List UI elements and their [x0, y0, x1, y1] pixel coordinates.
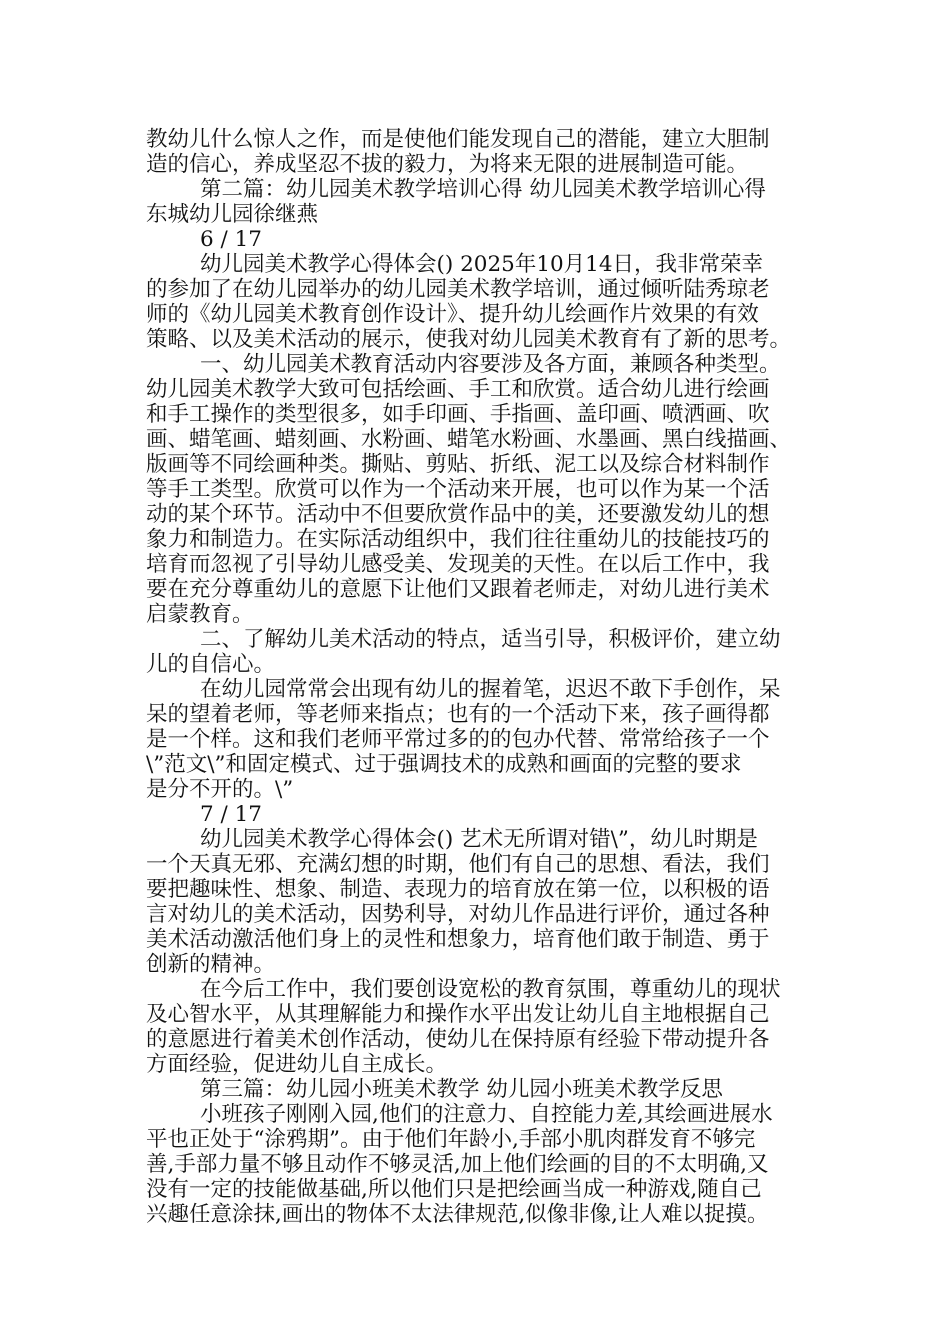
text-line: 造的信心，养成坚忍不拔的毅力，为将来无限的进展制造可能。	[146, 152, 749, 177]
text-line: 幼儿园美术教学心得体会() 2025年10月14日，我非常荣幸	[200, 252, 764, 277]
text-line: 言对幼儿的美术活动，因势利导，对幼儿作品进行评价，通过各种	[146, 902, 770, 927]
text-line: 的参加了在幼儿园举办的幼儿园美术教学培训，通过倾听陆秀琼老	[146, 277, 770, 302]
text-line: 创新的精神。	[146, 952, 276, 977]
text-line: \”范文\”和固定模式、过于强调技术的成熟和画面的完整的要求	[146, 752, 742, 777]
text-line: 幼儿园美术教学大致可包括绘画、手工和欣赏。适合幼儿进行绘画	[146, 377, 770, 402]
text-line: 培育而忽视了引导幼儿感受美、发现美的天性。在以后工作中，我	[146, 552, 770, 577]
section-heading: 第二篇：幼儿园美术教学培训心得 幼儿园美术教学培训心得	[200, 177, 766, 202]
text-line: 启蒙教育。	[146, 602, 254, 627]
text-line: 方面经验，促进幼儿自主成长。	[146, 1052, 448, 1077]
text-line: 版画等不同绘画种类。撕贴、剪贴、折纸、泥工以及综合材料制作	[146, 452, 770, 477]
text-line: 要在充分尊重幼儿的意愿下让他们又跟着老师走，对幼儿进行美术	[146, 577, 770, 602]
page-number: 6 / 17	[200, 227, 262, 252]
text-line: 儿的自信心。	[146, 652, 276, 677]
text-line: 策略、以及美术活动的展示，使我对幼儿园美术教育有了新的思考。	[146, 327, 792, 352]
text-line: 等手工类型。欣赏可以作为一个活动来开展，也可以作为某一个活	[146, 477, 770, 502]
text-line: 象力和制造力。在实际活动组织中，我们往往重幼儿的技能技巧的	[146, 527, 770, 552]
text-line: 在幼儿园常常会出现有幼儿的握着笔，迟迟不敢下手创作，呆	[200, 677, 781, 702]
text-line: 要把趣味性、想象、制造、表现力的培育放在第一位，以积极的语	[146, 877, 770, 902]
text-line: 二、了解幼儿美术活动的特点，适当引导，积极评价，建立幼	[200, 627, 781, 652]
text-line: 善,手部力量不够且动作不够灵活,加上他们绘画的目的不太明确,又	[146, 1152, 769, 1177]
text-line: 师的《幼儿园美术教育创作设计》、提升幼儿绘画作片效果的有效	[146, 302, 759, 327]
text-line: 呆的望着老师，等老师来指点；也有的一个活动下来，孩子画得都	[146, 702, 770, 727]
text-line: 是分不开的。\”	[146, 777, 294, 802]
text-line: 兴趣任意涂抹,画出的物体不太法律规范,似像非像,让人难以捉摸。	[146, 1202, 769, 1227]
text-line: 一个天真无邪、充满幻想的时期，他们有自己的思想、看法，我们	[146, 852, 770, 877]
text-line: 的意愿进行着美术创作活动，使幼儿在保持原有经验下带动提升各	[146, 1027, 770, 1052]
text-line: 和手工操作的类型很多，如手印画、手指画、盖印画、喷洒画、吹	[146, 402, 770, 427]
author-line: 东城幼儿园徐继燕	[146, 202, 319, 227]
text-line: 是一个样。这和我们老师平常过多的的包办代替、常常给孩子一个	[146, 727, 770, 752]
text-line: 美术活动激活他们身上的灵性和想象力，培育他们敢于制造、勇于	[146, 927, 770, 952]
text-line: 动的某个环节。活动中不但要欣赏作品中的美，还要激发幼儿的想	[146, 502, 770, 527]
text-line: 及心智水平，从其理解能力和操作水平出发让幼儿自主地根据自己	[146, 1002, 770, 1027]
text-line: 平也正处于“涂鸦期”。由于他们年龄小,手部小肌肉群发育不够完	[146, 1127, 756, 1152]
text-line: 一、幼儿园美术教育活动内容要涉及各方面，兼顾各种类型。	[200, 352, 781, 377]
text-line: 小班孩子刚刚入园,他们的注意力、自控能力差,其绘画进展水	[200, 1102, 773, 1127]
text-line: 在今后工作中，我们要创设宽松的教育氛围，尊重幼儿的现状	[200, 977, 781, 1002]
text-line: 教幼儿什么惊人之作，而是使他们能发现自己的潜能，建立大胆制	[146, 127, 770, 152]
text-line: 幼儿园美术教学心得体会() 艺术无所谓对错\”，幼儿时期是	[200, 827, 758, 852]
text-line: 没有一定的技能做基础,所以他们只是把绘画当成一种游戏,随自己	[146, 1177, 762, 1202]
text-line: 画、蜡笔画、蜡刻画、水粉画、蜡笔水粉画、水墨画、黑白线描画、	[146, 427, 792, 452]
section-heading: 第三篇：幼儿园小班美术教学 幼儿园小班美术教学反思	[200, 1077, 723, 1102]
page-number: 7 / 17	[200, 802, 262, 827]
